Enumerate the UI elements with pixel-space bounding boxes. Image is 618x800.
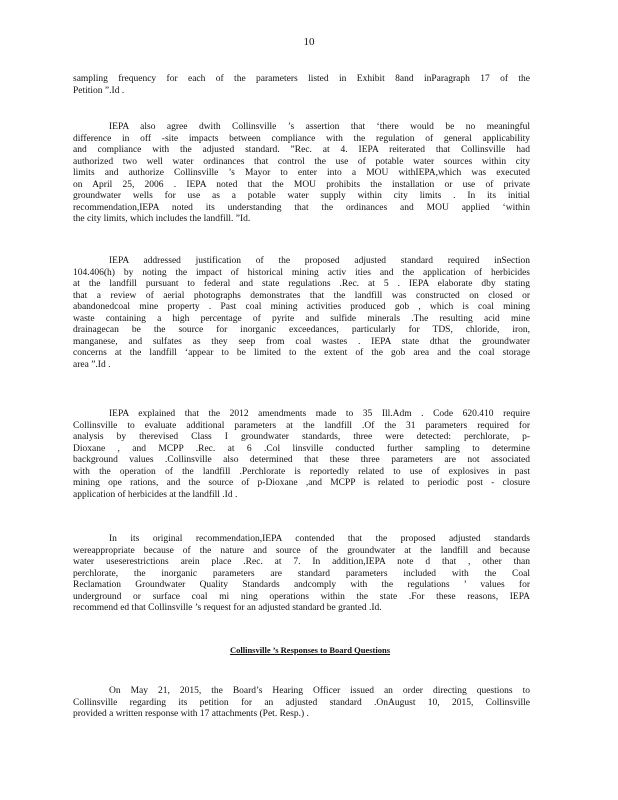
paragraph-iepa-addressed (73, 256, 530, 371)
text-line: area ”.Id . (73, 359, 111, 370)
text-line: In its original recommendation,IEPA contended that the proposed adjusted standards (109, 534, 530, 544)
text-line: on April 25, 2006 . IEPA noted that the MOU prohibits the installation or use of private (73, 179, 530, 190)
text-line: Collinsville regarding its petition for an adjusted standard .OnAugust 10, 2015, Collinsville (73, 697, 530, 708)
text-line: authorized two well water ordinances that control the use of potable water sources within city (73, 156, 530, 167)
text-line: Dioxane , and MCPP .Rec. at 6 .Col linsville conducted further sampling to determine (73, 443, 530, 454)
text-line: mining ope rations, and the source of p-Dioxane ,and MCPP is related to periodic post - closure (73, 478, 530, 488)
text-line: manganese, and sulfates as they seep from coal wastes . IEPA state dthat the groundwater (73, 336, 530, 347)
text-line: provided a written response with 17 attachments (Pet. Resp.) . (73, 709, 309, 719)
text-line: Collinsville to evaluate additional parameters at the landfill .Of the 31 parameters required for (73, 420, 530, 431)
text-line: perchlorate, the inorganic parameters are standard parameters included with the Coal (73, 568, 530, 579)
text-line: IEPA explained that the 2012 amendments made to 35 Ill.Adm . Code 620.410 require (109, 409, 530, 419)
text-line: at the landfill pursuant to federal and state regulations .Rec. at 5 . IEPA elaborate dby stating (73, 279, 530, 289)
section-heading: Collinsville ’s Responses to Board Questions (229, 645, 391, 655)
text-line: Reclamation Groundwater Quality Standards andcomply with the regulations ’ values for (73, 580, 530, 590)
text-line: Petition ”.Id . (73, 85, 125, 96)
text-line: wereappropriate because of the nature and source of the groundwater at the landfill and because (73, 545, 530, 556)
text-line: recommend ed that Collinsville ’s request for an adjusted standard be granted .Id. (73, 603, 382, 613)
text-line: that a review of aerial photographs demonstrates that the landfill was constructed on closed or (73, 290, 530, 301)
text-line: concerns at the landfill ‘appear to be limited to the extent of the gob area and the coal storage (73, 348, 530, 358)
text-line: limits and authorize Collinsville ’s Mayor to enter into a MOU withIEPA,which was executed (73, 168, 530, 178)
paragraph-iepa-agree (73, 122, 530, 226)
text-line: recommendation,IEPA noted its understanding that the ordinances and MOU applied ‘within (73, 202, 530, 213)
text-line: On May 21, 2015, the Board’s Hearing Officer issued an order directing questions to (109, 686, 530, 696)
text-line: sampling frequency for each of the parameters listed in Exhibit 8and inParagraph 17 of the (73, 74, 530, 84)
text-line: IEPA addressed justification of the proposed adjusted standard required inSection (109, 256, 530, 266)
paragraph-sampling (73, 74, 530, 97)
paragraph-iepa-explained (73, 409, 530, 501)
text-line: analysis by therevised Class I groundwater standards, three were detected: perchlorate, p- (73, 432, 530, 442)
text-line: difference in off -site impacts between compliance with the regulation of general applicability (73, 133, 530, 144)
text-line: 104.406(h) by noting the impact of historical mining activ ities and the application of herbicides (73, 267, 530, 278)
text-line: background values .Collinsville also determined that these three parameters are not associated (73, 455, 530, 465)
page-number: 10 (303, 36, 315, 48)
paragraph-original-recommendation (73, 534, 530, 615)
text-line: with the operation of the landfill .Perchlorate is reportedly related to use of explosives in past (73, 466, 530, 477)
text-line: drainagecan be the source for inorganic exceedances, particularly for TDS, chloride, iron, (73, 325, 530, 335)
text-line: and compliance with the adjusted standard. ”Rec. at 4. IEPA reiterated that Collinsville had (73, 145, 530, 155)
paragraph-hearing-officer (73, 686, 530, 721)
text-line: water useserestrictions arein place .Rec. at 7. In addition,IEPA note d that , other than (73, 557, 530, 567)
text-line: IEPA also agree dwith Collinsville ’s assertion that ‘there would be no meaningful (109, 122, 530, 132)
text-line: groundwater wells for use as a potable water supply within city limits . In its initial (73, 191, 530, 201)
text-line: abandonedcoal mine property . Past coal mining activities produced gob , which is coal mining (73, 302, 530, 312)
text-line: underground or surface coal mi ning operations within the state .For these reasons, IEPA (73, 591, 530, 602)
text-line: the city limits, which includes the landfill. ”Id. (73, 214, 251, 224)
text-line: application of herbicides at the landfill .Id . (73, 489, 238, 500)
text-line: waste containing a high percentage of pyrite and sulfide minerals .The resulting acid mine (73, 313, 530, 324)
